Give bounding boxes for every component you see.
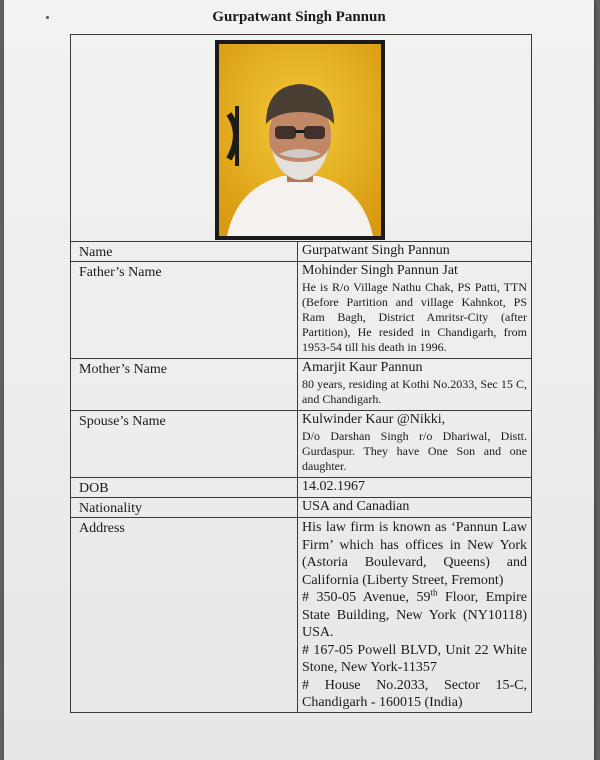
address-block — [298, 518, 531, 712]
row-spouse — [71, 411, 532, 478]
detail-father: He is R/o Village Nathu Chak, PS Patti, TTN (Before Partition and village Kahnkot, PS Ram Bagh, District Amritsr-City (after Partition), He resided in Chandigarh, from 1953-54 till his death in 1996. — [302, 280, 527, 354]
address-line-3: # House No.2033, Sector 15-C, Chandigarh - 160015 (India) — [302, 677, 527, 710]
address-line-1-sup: th — [430, 587, 438, 598]
row-mother — [71, 359, 532, 411]
row-name — [71, 242, 532, 262]
label-address: Address — [79, 521, 125, 536]
photo-row — [71, 35, 532, 242]
value-father: Mohinder Singh Pannun Jat — [302, 263, 458, 278]
value-nationality: USA and Canadian — [302, 499, 410, 514]
label-spouse: Spouse’s Name — [79, 414, 166, 429]
label-dob: DOB — [79, 481, 109, 496]
row-nationality — [71, 498, 532, 518]
detail-spouse: D/o Darshan Singh r/o Dhariwal, Distt. Gurdaspur. They have One Son and one daughter. — [302, 429, 527, 473]
row-address — [71, 518, 532, 713]
detail-mother: 80 years, residing at Kothi No.2033, Sec 15 C, and Chandigarh. — [302, 377, 527, 406]
value-spouse: Kulwinder Kaur @Nikki, — [302, 412, 446, 427]
label-mother: Mother’s Name — [79, 362, 167, 377]
document-page — [4, 0, 594, 760]
row-father — [71, 262, 532, 359]
address-line-2: # 167-05 Powell BLVD, Unit 22 White Stone, New York-11357 — [302, 642, 527, 675]
portrait-photo — [215, 40, 385, 240]
portrait-image — [219, 44, 381, 236]
value-mother: Amarjit Kaur Pannun — [302, 360, 423, 375]
row-dob — [71, 478, 532, 498]
address-line-1 — [302, 589, 527, 642]
photo-cell — [71, 35, 532, 242]
label-name: Name — [79, 245, 113, 260]
value-name: Gurpatwant Singh Pannun — [302, 243, 450, 258]
address-line-1-post: Floor, Empire State Building, New York (NY10118) USA. — [302, 590, 528, 640]
value-dob: 14.02.1967 — [302, 479, 365, 494]
label-father: Father’s Name — [79, 265, 162, 280]
address-firm: His law firm is known as ‘Pannun Law Firm’ which has offices in New York (Astoria Boulevard, Queens) and California (Liberty Street, Fremont) — [302, 520, 527, 588]
label-nationality: Nationality — [79, 501, 142, 516]
document-title: Gurpatwant Singh Pannun — [212, 9, 386, 25]
profile-table — [70, 34, 532, 713]
address-line-1-pre: # 350-05 Avenue, 59 — [302, 590, 431, 605]
